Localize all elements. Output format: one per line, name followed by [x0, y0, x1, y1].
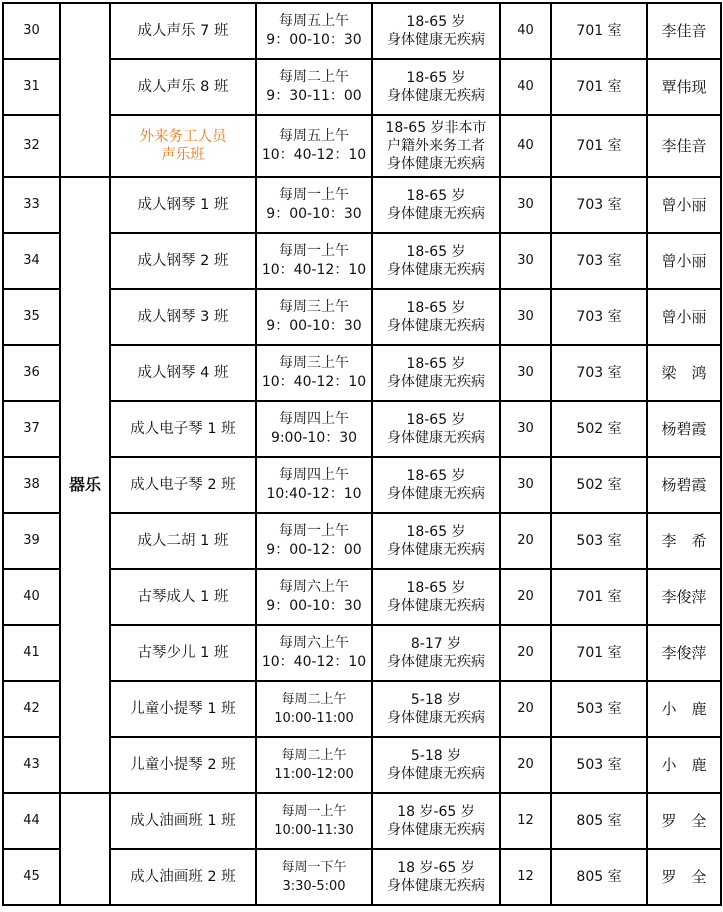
requirement-age: 18-65 岁: [406, 468, 466, 484]
schedule-cell: [256, 345, 372, 401]
teacher-cell: 李佳音: [647, 3, 721, 59]
schedule-day: 每周六上午: [279, 635, 349, 651]
teacher-cell: 李俊萍: [647, 625, 721, 681]
schedule-cell: [256, 233, 372, 289]
row-number: 44: [3, 793, 60, 849]
schedule-day: 每周一上午: [279, 523, 349, 539]
course-name-line2: 声乐班: [161, 147, 205, 163]
table-row: [3, 737, 721, 793]
capacity-cell: 12: [500, 793, 551, 849]
course-name: 成人钢琴 1 班: [110, 177, 256, 233]
capacity-cell: 30: [500, 233, 551, 289]
row-number: 35: [3, 289, 60, 345]
capacity-cell: 30: [500, 289, 551, 345]
requirement-health: 身体健康无疾病: [387, 654, 485, 670]
row-number: 40: [3, 569, 60, 625]
schedule-cell: [256, 737, 372, 793]
schedule-day: 每周二上午: [279, 69, 349, 85]
requirement-cell: [372, 289, 500, 345]
requirement-health: 身体健康无疾病: [387, 878, 485, 894]
schedule-cell: [256, 177, 372, 233]
schedule-time: 9：30-11：00: [266, 88, 362, 104]
requirement-health: 身体健康无疾病: [387, 766, 485, 782]
capacity-cell: 20: [500, 681, 551, 737]
teacher-cell: 罗 全: [647, 793, 721, 849]
table-row: [3, 849, 721, 905]
requirement-cell: [372, 681, 500, 737]
schedule-time: 9:00-10：30: [270, 430, 358, 446]
schedule-cell: [256, 59, 372, 115]
capacity-cell: 40: [500, 115, 551, 177]
room-cell: 805 室: [551, 849, 647, 905]
requirement-cell: [372, 233, 500, 289]
requirement-cell: [372, 59, 500, 115]
course-name: 成人钢琴 3 班: [110, 289, 256, 345]
requirement-origin: 户籍外来务工者: [387, 138, 485, 154]
row-number: 30: [3, 3, 60, 59]
teacher-cell: 曾小丽: [647, 177, 721, 233]
course-name: 儿童小提琴 2 班: [110, 737, 256, 793]
schedule-day: 每周一下午: [281, 860, 347, 875]
schedule-time: 10：40-12：10: [261, 374, 367, 390]
teacher-cell: 杨碧霞: [647, 401, 721, 457]
requirement-cell: [372, 457, 500, 513]
requirement-cell: [372, 513, 500, 569]
table-row: [3, 177, 721, 233]
requirement-age: 18-65 岁: [406, 412, 466, 428]
requirement-age: 8-17 岁: [410, 636, 462, 652]
capacity-cell: 20: [500, 569, 551, 625]
requirement-health: 身体健康无疾病: [387, 542, 485, 558]
capacity-cell: 30: [500, 401, 551, 457]
requirement-age: 18-65 岁: [406, 300, 466, 316]
table-row: [3, 681, 721, 737]
course-name: 古琴少儿 1 班: [110, 625, 256, 681]
room-cell: 703 室: [551, 345, 647, 401]
requirement-age: 18-65 岁: [406, 356, 466, 372]
requirement-cell: [372, 115, 500, 177]
schedule-cell: [256, 115, 372, 177]
category-cell: 器乐: [60, 177, 110, 793]
course-name: 成人电子琴 1 班: [110, 401, 256, 457]
requirement-health: 身体健康无疾病: [387, 318, 485, 334]
room-cell: 502 室: [551, 401, 647, 457]
room-cell: 701 室: [551, 625, 647, 681]
requirement-health: 身体健康无疾病: [387, 710, 485, 726]
category-cell: [60, 793, 110, 905]
schedule-time: 9：00-12：00: [266, 542, 362, 558]
requirement-health: 身体健康无疾病: [387, 262, 485, 278]
teacher-cell: 小 鹿: [647, 737, 721, 793]
schedule-time: 10:40-12：10: [266, 486, 362, 502]
row-number: 36: [3, 345, 60, 401]
schedule-cell: [256, 569, 372, 625]
requirement-age: 18 岁-65 岁: [397, 860, 475, 876]
schedule-cell: [256, 793, 372, 849]
row-number: 33: [3, 177, 60, 233]
schedule-time: 10：40-12：10: [261, 654, 367, 670]
row-number: 31: [3, 59, 60, 115]
schedule-day: 每周一上午: [279, 243, 349, 259]
row-number: 38: [3, 457, 60, 513]
capacity-cell: 40: [500, 59, 551, 115]
teacher-cell: 李 希: [647, 513, 721, 569]
schedule-time: 10：40-12：10: [261, 147, 367, 163]
teacher-cell: 李佳音: [647, 115, 721, 177]
table-row: [3, 569, 721, 625]
requirement-age: 18-65 岁: [406, 14, 466, 30]
schedule-day: 每周四上午: [279, 411, 349, 427]
course-name: 成人钢琴 4 班: [110, 345, 256, 401]
schedule-day: 每周五上午: [279, 13, 349, 29]
schedule-day: 每周六上午: [279, 579, 349, 595]
course-table: [2, 2, 722, 906]
row-number: 42: [3, 681, 60, 737]
course-table-body: [3, 3, 721, 905]
schedule-day: 每周一上午: [279, 187, 349, 203]
room-cell: 503 室: [551, 513, 647, 569]
schedule-cell: [256, 625, 372, 681]
course-name: 儿童小提琴 1 班: [110, 681, 256, 737]
teacher-cell: 梁 鸿: [647, 345, 721, 401]
room-cell: 503 室: [551, 737, 647, 793]
teacher-cell: 罗 全: [647, 849, 721, 905]
capacity-cell: 30: [500, 345, 551, 401]
requirement-age: 18-65 岁: [406, 188, 466, 204]
requirement-health: 身体健康无疾病: [387, 206, 485, 222]
room-cell: 701 室: [551, 569, 647, 625]
requirement-age: 18-65 岁: [406, 70, 466, 86]
schedule-time: 9：00-10：30: [266, 32, 362, 48]
row-number: 32: [3, 115, 60, 177]
row-number: 37: [3, 401, 60, 457]
requirement-health: 身体健康无疾病: [387, 430, 485, 446]
requirement-cell: [372, 345, 500, 401]
teacher-cell: 李俊萍: [647, 569, 721, 625]
capacity-cell: 20: [500, 625, 551, 681]
schedule-day: 每周五上午: [279, 128, 349, 144]
row-number: 45: [3, 849, 60, 905]
requirement-cell: [372, 625, 500, 681]
table-row: [3, 457, 721, 513]
table-row: [3, 115, 721, 177]
schedule-day: 每周三上午: [279, 299, 349, 315]
row-number: 39: [3, 513, 60, 569]
room-cell: 503 室: [551, 681, 647, 737]
requirement-health: 身体健康无疾病: [387, 32, 485, 48]
schedule-time: 11:00-12:00: [274, 767, 354, 782]
teacher-cell: 曾小丽: [647, 233, 721, 289]
requirement-health: 身体健康无疾病: [387, 374, 485, 390]
requirement-age: 18 岁-65 岁: [397, 804, 475, 820]
schedule-time: 10:00-11:30: [274, 823, 354, 838]
schedule-cell: [256, 401, 372, 457]
table-row: [3, 401, 721, 457]
schedule-day: 每周二上午: [281, 748, 347, 763]
table-row: [3, 345, 721, 401]
table-row: [3, 625, 721, 681]
schedule-day: 每周四上午: [279, 467, 349, 483]
category-cell: [60, 3, 110, 177]
requirement-cell: [372, 793, 500, 849]
requirement-age: 18-65 岁: [406, 524, 466, 540]
requirement-cell: [372, 177, 500, 233]
row-number: 43: [3, 737, 60, 793]
room-cell: 701 室: [551, 59, 647, 115]
schedule-time: 9：00-10：30: [266, 318, 362, 334]
schedule-cell: [256, 513, 372, 569]
course-name: 古琴成人 1 班: [110, 569, 256, 625]
row-number: 41: [3, 625, 60, 681]
requirement-age: 18-65 岁: [406, 244, 466, 260]
schedule-time: 3:30-5:00: [282, 879, 346, 894]
capacity-cell: 40: [500, 3, 551, 59]
requirement-health: 身体健康无疾病: [387, 486, 485, 502]
capacity-cell: 30: [500, 177, 551, 233]
course-name: 成人声乐 8 班: [110, 59, 256, 115]
room-cell: 701 室: [551, 3, 647, 59]
schedule-time: 9：00-10：30: [266, 598, 362, 614]
capacity-cell: 30: [500, 457, 551, 513]
table-row: [3, 59, 721, 115]
course-name-line1: 外来务工人员: [139, 129, 227, 145]
requirement-health: 身体健康无疾病: [387, 156, 485, 172]
course-name: 成人电子琴 2 班: [110, 457, 256, 513]
capacity-cell: 20: [500, 513, 551, 569]
room-cell: 703 室: [551, 177, 647, 233]
room-cell: 703 室: [551, 233, 647, 289]
room-cell: 805 室: [551, 793, 647, 849]
teacher-cell: 曾小丽: [647, 289, 721, 345]
row-number: 34: [3, 233, 60, 289]
course-name: 成人声乐 7 班: [110, 3, 256, 59]
requirement-cell: [372, 401, 500, 457]
course-name: 成人钢琴 2 班: [110, 233, 256, 289]
schedule-day: 每周一上午: [281, 804, 347, 819]
requirement-age: 18-65 岁: [406, 580, 466, 596]
schedule-cell: [256, 3, 372, 59]
requirement-age: 5-18 岁: [410, 692, 462, 708]
requirement-age: 18-65 岁非本市: [385, 120, 487, 136]
schedule-cell: [256, 849, 372, 905]
schedule-day: 每周三上午: [279, 355, 349, 371]
teacher-cell: 杨碧霞: [647, 457, 721, 513]
requirement-cell: [372, 3, 500, 59]
table-row: [3, 513, 721, 569]
schedule-cell: [256, 457, 372, 513]
requirement-health: 身体健康无疾病: [387, 598, 485, 614]
table-row: [3, 793, 721, 849]
table-row: [3, 233, 721, 289]
room-cell: 701 室: [551, 115, 647, 177]
course-name: 成人油画班 2 班: [110, 849, 256, 905]
teacher-cell: 覃伟现: [647, 59, 721, 115]
schedule-cell: [256, 289, 372, 345]
requirement-health: 身体健康无疾病: [387, 822, 485, 838]
capacity-cell: 12: [500, 849, 551, 905]
schedule-time: 9：00-10：30: [266, 206, 362, 222]
requirement-age: 5-18 岁: [410, 748, 462, 764]
table-row: [3, 3, 721, 59]
schedule-time: 10:00-11:00: [274, 711, 354, 726]
teacher-cell: 小 鹿: [647, 681, 721, 737]
course-name: 成人二胡 1 班: [110, 513, 256, 569]
requirement-cell: [372, 849, 500, 905]
capacity-cell: 20: [500, 737, 551, 793]
course-name: 成人油画班 1 班: [110, 793, 256, 849]
room-cell: 502 室: [551, 457, 647, 513]
course-name: [110, 115, 256, 177]
schedule-cell: [256, 681, 372, 737]
requirement-health: 身体健康无疾病: [387, 88, 485, 104]
room-cell: 703 室: [551, 289, 647, 345]
schedule-time: 10：40-12：10: [261, 262, 367, 278]
table-row: [3, 289, 721, 345]
schedule-day: 每周二上午: [281, 692, 347, 707]
requirement-cell: [372, 737, 500, 793]
requirement-cell: [372, 569, 500, 625]
